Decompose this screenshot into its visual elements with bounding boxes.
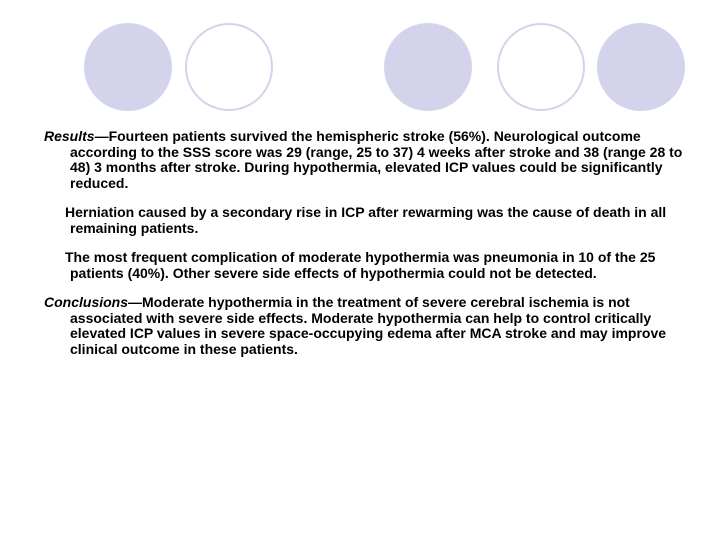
herniation-paragraph [44,205,684,236]
herniation-text: Herniation caused by a secondary rise in ICP after rewarming was the cause of death in all remaining patients. [65,204,667,236]
slide-body [44,129,684,357]
decorative-circle-filled [84,23,172,111]
decorative-circle-filled [384,23,472,111]
conclusions-paragraph [44,295,684,357]
results-text: —Fourteen patients survived the hemispheric stroke (56%). Neurological outcome according to the SSS score was 29 (range, 25 to 37) 4 weeks after stroke and 38 (range 28 to 48) 3 months after stroke. During hypothermia, elevated ICP values could be significantly reduced. [70,128,683,191]
conclusions-text: —Moderate hypothermia in the treatment of severe cerebral ischemia is not associated with severe side effects. Moderate hypothermia can help to control critically elevated ICP values in severe space-occupying edema after MCA stroke and may improve clinical outcome in these patients. [70,294,667,357]
complication-text: The most frequent complication of moderate hypothermia was pneumonia in 10 of the 25 patients (40%). Other severe side effects of hypothermia could not be detected. [65,249,656,281]
decorative-circle-filled [597,23,685,111]
results-label: Results [44,128,95,144]
decorative-circle-outline [185,23,273,111]
conclusions-label: Conclusions [44,294,129,310]
complication-paragraph [44,250,684,281]
results-paragraph [44,129,684,191]
decorative-circle-outline [497,23,585,111]
